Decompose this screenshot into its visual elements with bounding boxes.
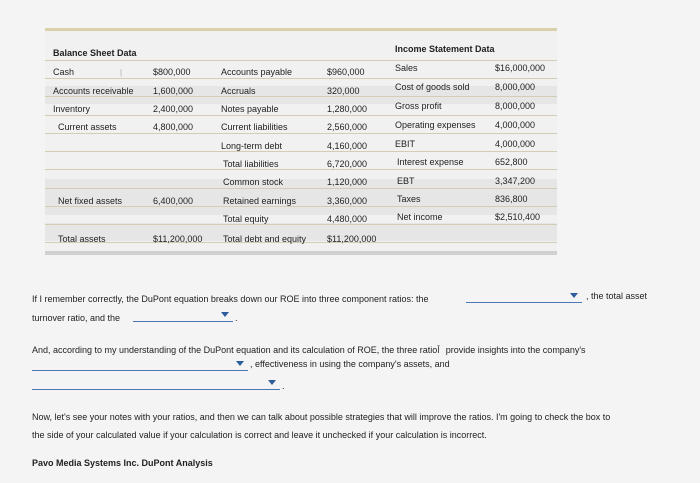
liability-label: Long-term debt: [221, 141, 283, 151]
paragraph-notes-line1: Now, let's see your notes with your ratios, and then we can talk about possible strategies that will improve the ratios. I'm going to check the box to: [32, 412, 611, 422]
asset-value: 2,400,000: [153, 104, 194, 114]
financial-data-table: [45, 28, 557, 255]
liability-value: 4,160,000: [327, 141, 368, 151]
income-label: Operating expenses: [395, 120, 476, 130]
row-divider: [45, 133, 557, 134]
dropdown-arrow-icon: [221, 312, 229, 317]
dropdown-arrow-icon: [236, 361, 244, 366]
asset-label: Total assets: [58, 234, 106, 244]
asset-label: Accounts receivable: [53, 86, 134, 96]
row-divider: [45, 78, 557, 79]
liability-label: Accruals: [221, 86, 256, 96]
liability-label: Current liabilities: [221, 122, 288, 132]
income-label: Sales: [395, 63, 418, 73]
liability-value: 1,280,000: [327, 104, 368, 114]
paragraph-text: And, according to my understanding of the DuPont equation and its calculation of ROE, the three ratio: [32, 345, 438, 355]
liability-label: Total liabilities: [223, 159, 279, 169]
income-label: Taxes: [397, 194, 421, 204]
paragraph-text-line2: [32, 309, 120, 327]
liability-value: $11,200,000: [327, 234, 377, 244]
income-value: $2,510,400: [495, 212, 541, 222]
period-text: .: [282, 381, 285, 391]
insight-dropdown-2[interactable]: [32, 377, 280, 390]
cursor-icon: |: [120, 68, 123, 77]
component-ratio-dropdown-1[interactable]: [466, 290, 582, 303]
paragraph-text: If I remember correctly, the DuPont equation breaks down our ROE into three component ratios: the: [32, 294, 429, 304]
paragraph-text: , the total asset: [586, 291, 648, 301]
income-value: 652,800: [495, 157, 528, 167]
section-title: Pavo Media Systems Inc. DuPont Analysis: [32, 458, 213, 468]
paragraph-dupont-components: [32, 290, 429, 308]
component-ratio-dropdown-2[interactable]: [133, 309, 233, 322]
income-label: Interest expense: [397, 157, 464, 167]
paragraph-text: , effectiveness in using the company's assets, and: [250, 359, 450, 369]
asset-value: 6,400,000: [153, 196, 194, 206]
liability-value: 6,720,000: [327, 159, 368, 169]
row-divider: [45, 115, 557, 116]
liability-value: 2,560,000: [327, 122, 368, 132]
dropdown-arrow-icon: [570, 293, 578, 298]
income-value: 8,000,000: [495, 82, 536, 92]
row-divider: [45, 169, 557, 170]
liability-label: Accounts payable: [221, 67, 293, 77]
row-divider: [45, 224, 557, 225]
dropdown-arrow-icon: [268, 380, 276, 385]
insight-dropdown-1[interactable]: [32, 358, 248, 371]
asset-label: Inventory: [53, 104, 91, 114]
asset-label: Current assets: [58, 122, 117, 132]
text-cursor-icon: Ī: [437, 345, 440, 355]
asset-label: Cash: [53, 67, 75, 77]
income-label: Gross profit: [395, 101, 442, 111]
liability-label: Common stock: [223, 177, 284, 187]
income-label: EBIT: [395, 139, 416, 149]
asset-value: $11,200,000: [153, 234, 203, 244]
balance-sheet-title: Balance Sheet Data: [53, 48, 137, 58]
paragraph-text: turnover ratio, and the: [32, 313, 121, 323]
liability-value: $960,000: [327, 67, 365, 77]
income-value: 836,800: [495, 194, 528, 204]
asset-value: $800,000: [153, 67, 191, 77]
liability-value: 4,480,000: [327, 214, 368, 224]
paragraph-notes-line2: the side of your calculated value if your calculation is correct and leave it unchecked if your calculation is incorrect.: [32, 430, 487, 440]
row-divider: [45, 188, 557, 189]
income-label: Net income: [397, 212, 443, 222]
income-statement-title: Income Statement Data: [395, 44, 495, 54]
income-value: 4,000,000: [495, 139, 536, 149]
liability-label: Notes payable: [221, 104, 279, 114]
income-label: EBT: [397, 176, 415, 186]
income-value: 8,000,000: [495, 101, 536, 111]
asset-value: 1,600,000: [153, 86, 194, 96]
income-label: Cost of goods sold: [395, 82, 470, 92]
asset-value: 4,800,000: [153, 122, 194, 132]
row-divider: [45, 151, 557, 152]
period-text: .: [235, 313, 238, 323]
liability-label: Retained earnings: [223, 196, 297, 206]
liability-value: 320,000: [327, 86, 360, 96]
liability-value: 3,360,000: [327, 196, 368, 206]
paragraph-text: provide insights into the company's: [443, 345, 586, 355]
liability-label: Total equity: [223, 214, 269, 224]
income-value: 4,000,000: [495, 120, 536, 130]
asset-label: Net fixed assets: [58, 196, 123, 206]
income-value: 3,347,200: [495, 176, 536, 186]
income-value: $16,000,000: [495, 63, 546, 73]
row-divider: [45, 60, 557, 61]
liability-value: 1,120,000: [327, 177, 368, 187]
liability-label: Total debt and equity: [223, 234, 307, 244]
